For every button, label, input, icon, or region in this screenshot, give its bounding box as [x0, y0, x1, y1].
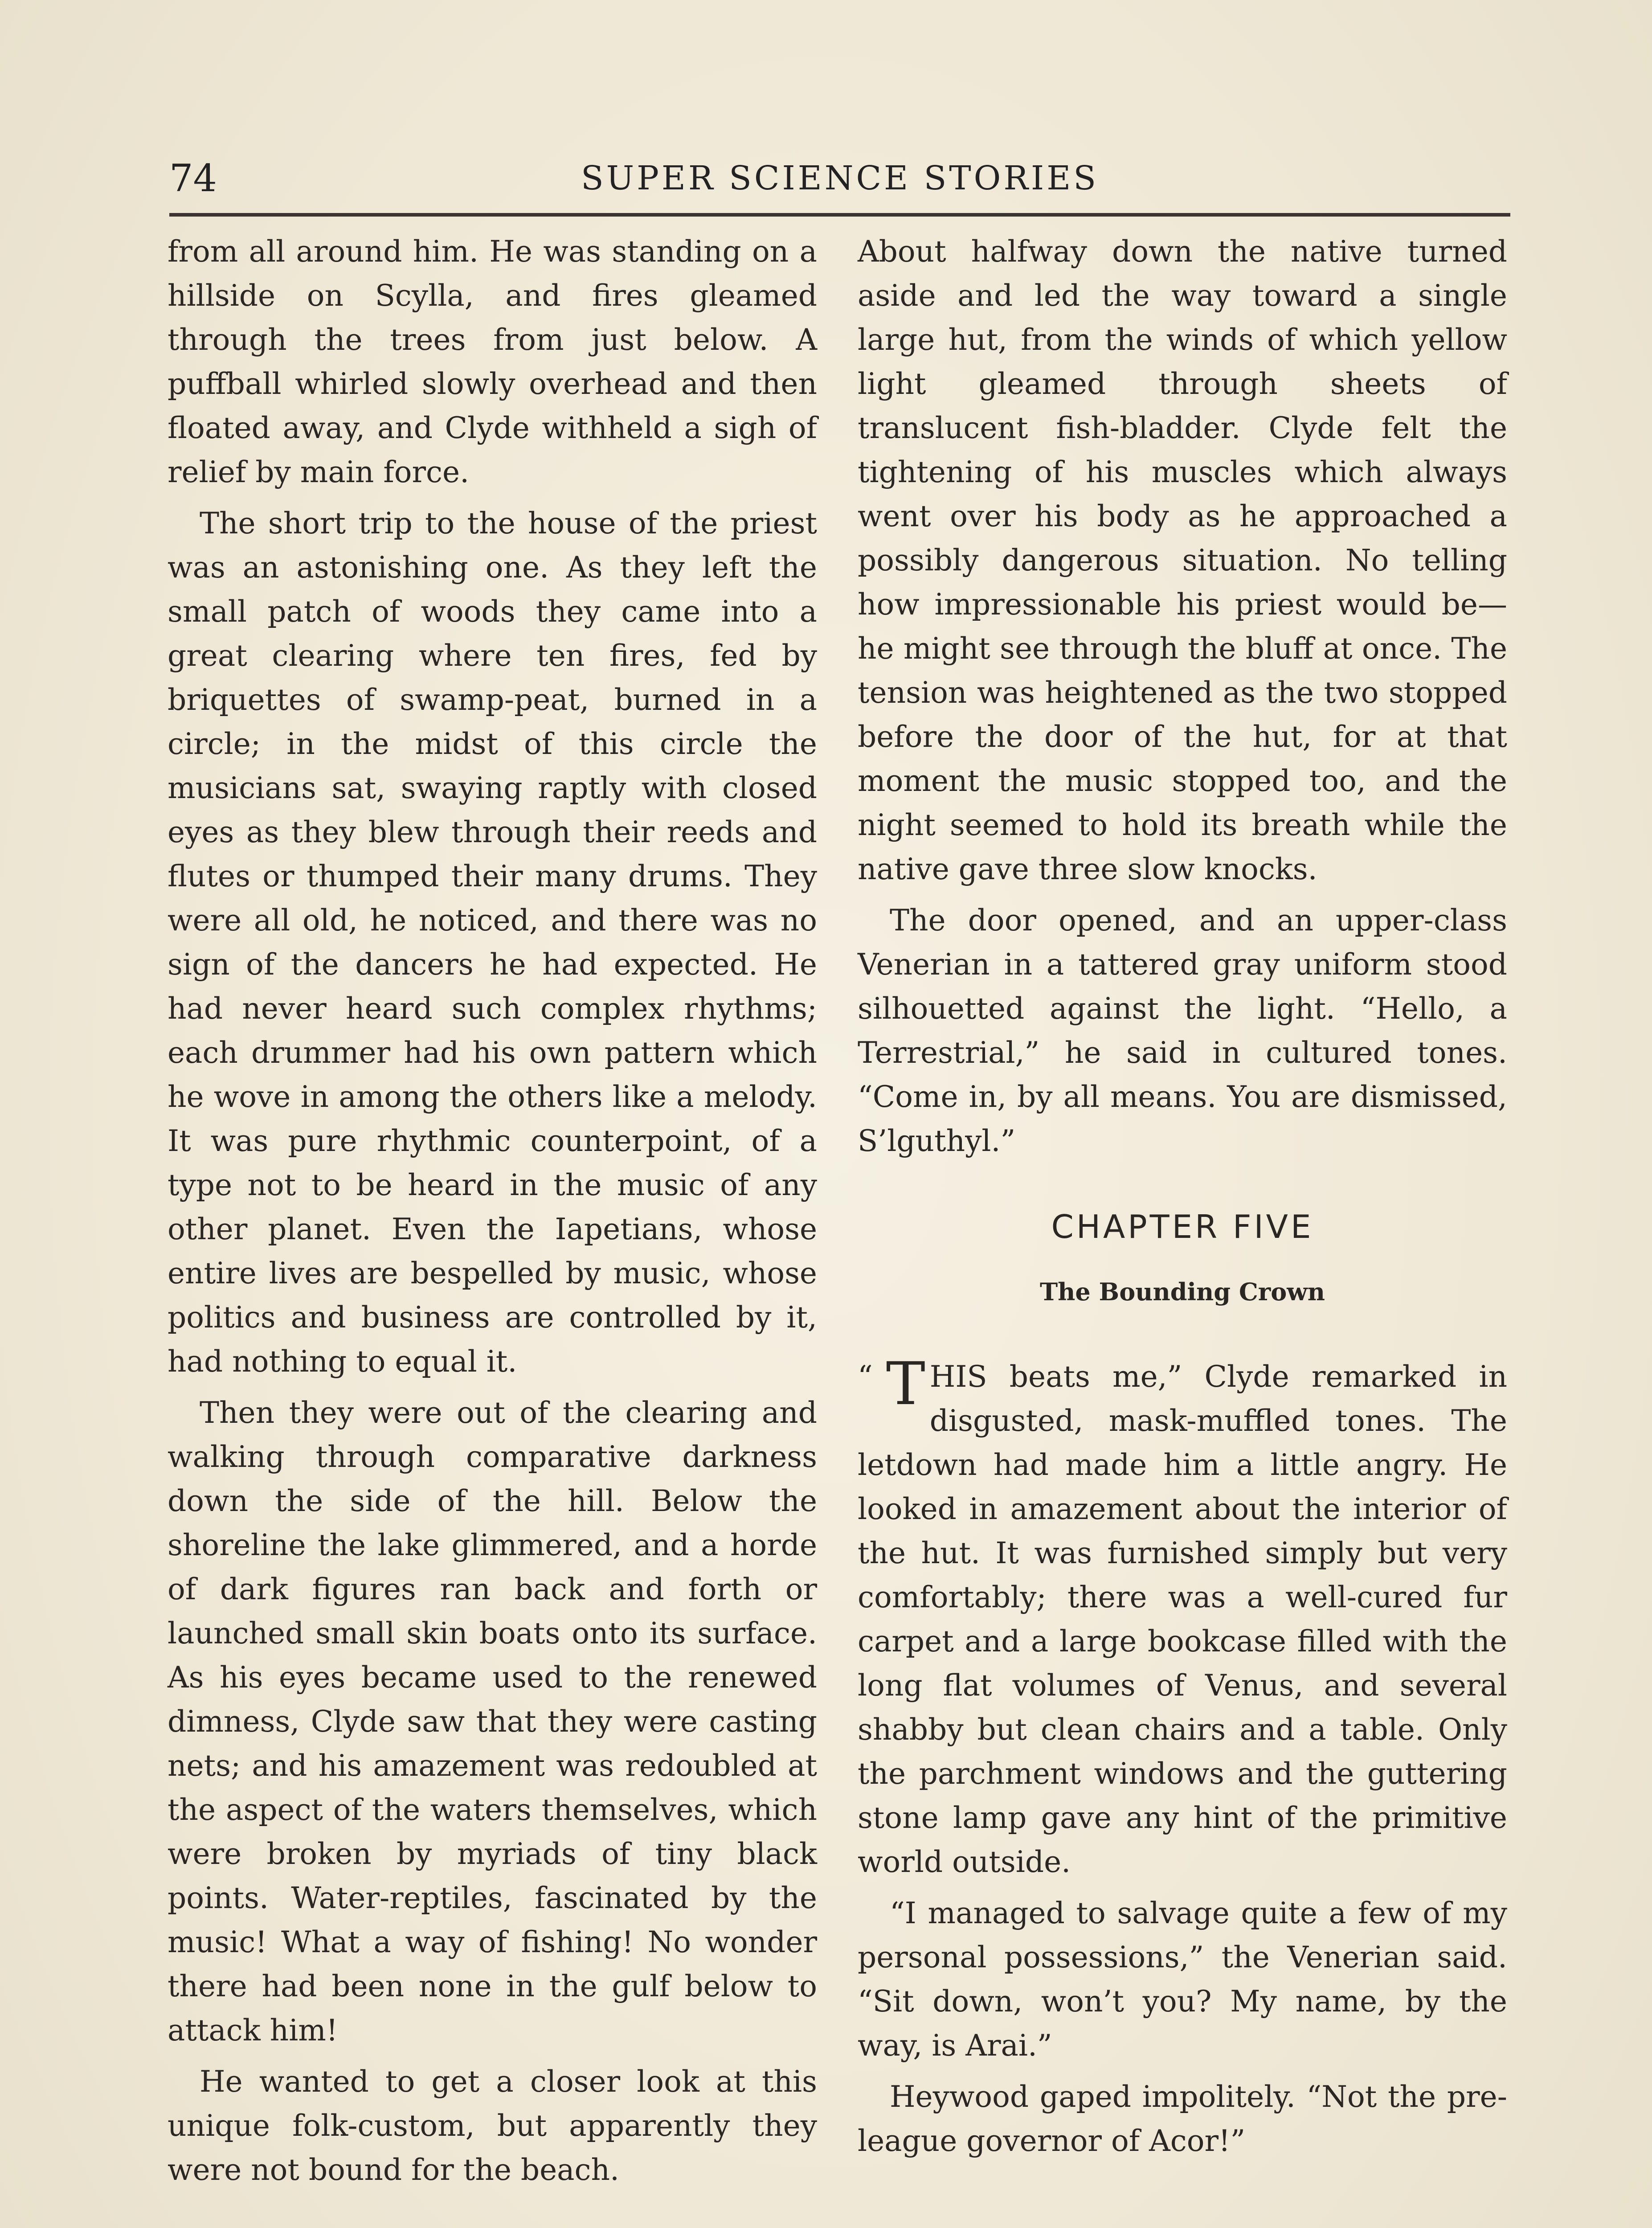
chapter-subtitle: The Bounding Crown	[1039, 1278, 1325, 1306]
left-paragraph-4: He wanted to get a closer look at this unique folk-custom, but apparently they were not bound for the beach.	[168, 2064, 817, 2187]
left-paragraph-2: The short trip to the house of the priest was an astonishing one. As they left the small patch of woods they came into a great clearing where ten fires, fed by briquettes of swamp-peat, burned in a circle; in the midst of this circle the musicians sat, swaying raptly with closed eyes as they blew through their reeds and flutes or thumped their many drums. They were all old, he noticed, and there was no sign of the dancers he had expected. He had never heard such complex rhythms; each drummer had his own pattern which he wove in among the others like a melody. It was pure rhythmic counterpoint, of a type not to be heard in the music of any other planet. Even the Iapetians, whose entire lives are bespelled by music, whose politics and business are controlled by it, had nothing to equal it.	[168, 506, 817, 1379]
header-rule	[169, 213, 1510, 217]
left-column	[168, 229, 817, 2192]
opening-paragraph-text: HIS beats me,” Clyde remarked in disgusted, mask-muffled tones. The letdown had made him a little angry. He looked in amazement about the interior of the hut. It was furnished simply but very comfortably; there was a well-cured fur carpet and a large bookcase filled with the long flat volumes of Venus, and several shabby but clean chairs and a table. Only the parchment windows and the guttering stone lamp gave any hint of the primitive world outside.	[858, 1360, 1507, 1879]
left-paragraph-1: from all around him. He was standing on a hillside on Scylla, and fires gleamed through the trees from just below. A puffball whirled slowly overhead and then floated away, and Clyde withheld a sigh of relief by main force.	[168, 234, 817, 489]
right-column	[858, 229, 1507, 2163]
opening-quote: “	[858, 1360, 873, 1394]
right-paragraph-4: “I managed to salvage quite a few of my personal possessions,” the Venerian said. “Sit down, won’t you? My name, by the way, is Arai.”	[858, 1896, 1507, 2063]
page-number: 74	[169, 156, 217, 200]
chapter-title: CHAPTER FIVE	[1051, 1208, 1314, 1245]
page-header	[169, 156, 1510, 214]
right-paragraph-2: The door opened, and an upper-class Venerian in a tattered gray uniform stood silhouetted against the light. “Hello, a Terrestrial,” he said in cultured tones. “Come in, by all means. You are dismissed, S’lguthyl.”	[858, 903, 1507, 1158]
right-paragraph-5: Heywood gaped impolitely. “Not the pre-league governor of Acor!”	[858, 2080, 1507, 2158]
running-head: SUPER SCIENCE STORIES	[581, 159, 1099, 197]
left-paragraph-3: Then they were out of the clearing and walking through comparative darkness down the side of the hill. Below the shoreline the lake glimmered, and a horde of dark figures ran back and forth or launched small skin boats onto its surface. As his eyes became used to the renewed dimness, Clyde saw that they were casting nets; and his amazement was redoubled at the aspect of the waters themselves, which were broken by myriads of tiny black points. Water-reptiles, fascinated by the music! What a way of fishing! No wonder there had been none in the gulf below to attack him!	[168, 1396, 817, 2048]
chapter-opening-paragraph	[858, 1350, 1507, 1884]
drop-cap-letter: T	[886, 1350, 925, 1418]
right-paragraph-1: About halfway down the native turned aside and led the way toward a single large hut, from the winds of which yellow light gleamed through sheets of translucent fish-bladder. Clyde felt the tightening of his muscles which always went over his body as he approached a possibly dangerous situation. No telling how impressionable his priest would be—he might see through the bluff at once. The tension was heightened as the two stopped before the door of the hut, for at that moment the music stopped too, and the night seemed to hold its breath while the native gave three slow knocks.	[858, 234, 1507, 886]
